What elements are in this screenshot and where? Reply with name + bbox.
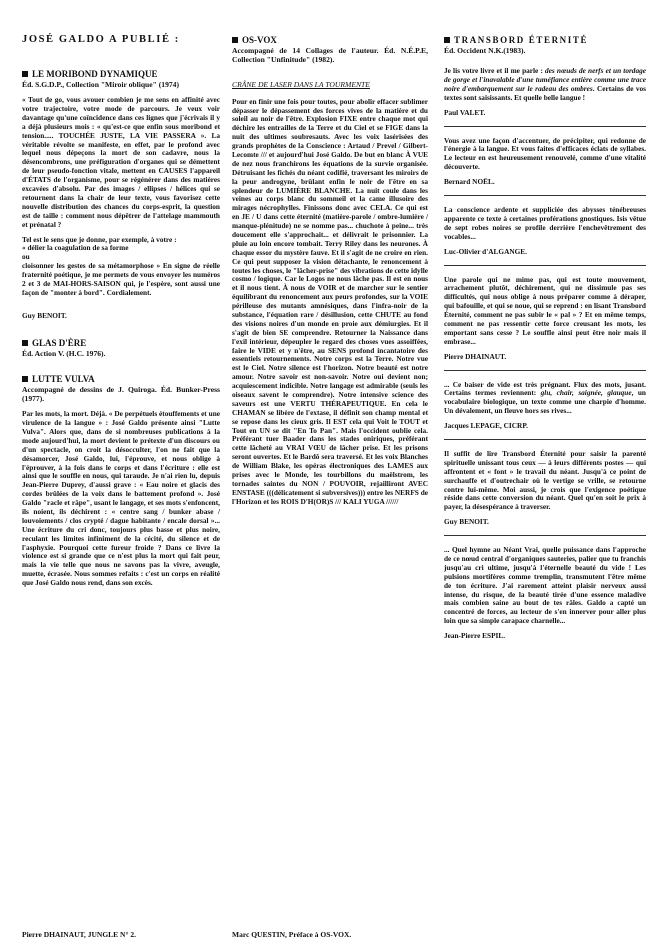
review-text: Tel est le sens que je donne, par exemple, à votre : <box>22 234 177 244</box>
review-text: ou <box>22 252 30 262</box>
signature: Paul VALET. <box>444 107 486 117</box>
divider <box>444 439 646 440</box>
article-headline: CRÂNE DE LASER DANS LA TOURMENTE <box>232 80 370 90</box>
section-heading <box>22 375 220 385</box>
section-subtitle: Éd. Occident N.K.(1983). <box>444 45 526 55</box>
quote-text: , un vocabulaire biologique, un texte comme une charpie d'homme. Un dévalement, un fleuve hors ses rives... <box>444 388 646 416</box>
quote-italic: glu, chair, saignée, glauque <box>540 388 632 398</box>
section-title: LUTTE VULVA <box>32 373 95 384</box>
square-bullet-icon <box>22 340 28 346</box>
quote <box>444 67 646 103</box>
section-heading <box>444 36 646 46</box>
quote-italic: des nœuds de nerfs et un tordage de gorge et l'inavalable d'une tuméfiance entière comme une trace noire d'embarquement sur le radeau des ombres <box>444 66 646 93</box>
signature: Guy BENOIT. <box>22 310 67 320</box>
quote: Une parole qui ne mime pas, qui est toute mouvement, arrachement plutôt, déchirement, qui ne dissimule pas ses difficultés, qui nous oblige à nous préparer comme à déraper, qui bafouille, et qui se noue, qui se reprend : en lisant Transbord Éternité, comment ne pas subir le « pal » ? Et en même temps, comment ne pas ressentir cette force creusant les mots, les emportant sans cesse ? Le souffle ainsi peut être noir mais il embrase... <box>444 274 646 346</box>
signature: Bernard NOËL. <box>444 177 495 187</box>
square-bullet-icon <box>444 37 450 43</box>
section-title: TRANSBORD ÉTERNITÉ <box>454 35 589 45</box>
review-text: Par les mots, la mort. Déjà. « De perpétuels étouffements et une virulence de la langue » : José Galdo présente ainsi "Lutte Vulva". Alors que, dans de si nombreuses publications à la mode aujourd'hui, la mort devient le prétexte d'un discours ou d'un spectacle, on croit la désocculter, l'on ne fait que la désamorcer, José Galdo, lui, l'éprouve, et nous oblige à l'éprouver, à la fois dans le corps et dans l'écriture : elle est ainsi que le souffle en nous, qui taraude. Je n'ai rien lu, depuis Jean-Pierre Duprey, d'aussi grave : « Eau noire et glacis des cordes brûlées de la voix dans le battement profond ». José Galdo "racle et râpe", usant le langage, et ses mots s'enfoncent, ils noient, ils déchirent : « centre sang / bunker abase / louvoiements / clos crypté / dague habitante / encale dorsal »... Une écriture du cri donc, toujours plus basse et plus noire, reculant les limites infiniment de la cécité, du silence et de l'asphyxie. Pourquoi cette fureur froide ? Dans ce livre la violence est si grande que ce n'est plus la mort qui fait peur, mais la vie telle que nous ne savons pas la vivre, aveugle, muette, écrasée. Nous sommes refaits : c'est un corps en réalité que José Galdo nous rend, dans son excès. <box>22 409 220 588</box>
section-heading <box>22 70 220 80</box>
signature: Luc-Olivier d'ALGANGE. <box>444 246 527 256</box>
section-subtitle: Accompagné de dessins de J. Quiroga. Éd. Bunker-Press (1977). <box>22 384 220 403</box>
signature: Jean-Pierre ESPIL. <box>444 631 506 641</box>
quote: Vous avez une façon d'accentuer, de précipiter, qui redonne de l'énergie à la langue. Et vous faites d'efficaces éclats de syllabes. Le lecteur en est heureusement renouvelé, comme d'une vitalité découverte. <box>444 135 646 172</box>
signature: Jacques LEPAGE, CICRP. <box>444 421 528 431</box>
square-bullet-icon <box>22 71 28 77</box>
square-bullet-icon <box>232 37 238 43</box>
signature: Pierre DHAINAUT. <box>444 351 507 361</box>
square-bullet-icon <box>22 376 28 382</box>
section-heading <box>22 339 220 349</box>
quote <box>444 381 646 417</box>
quote: ... Quel hymne au Néant Vrai, quelle puissance dans l'approche de ce nœud central d'organiques sauteries, palier que tu franchis jusqu'au cri ultime, jusqu'à l'éternelle beauté du vide ! Les pulsions mortifères comme tremplin, transmutent l'être même de ton écriture. J'ai rarement atteint plaisir nerveux aussi intense, du risque, de la beauté tirée d'une essence maladive mais combien saine au bout de tes râles. Galdo a capté un concentré de forces, au lecteur de s'en innerver pour aller plus loin que sa simple carapace charnelle... <box>444 545 646 626</box>
review-text: cloisonner les gestes de sa métamorphose » En signe de réelle fraternité poétique, je me permets de vous envoyer les numéros 2 et 3 de MAI-HORS-SAISON qui, je l'espère, sont aussi une façon de "monter à bord". Cordialement. <box>22 261 220 297</box>
quote-text: ... Ce baiser de vide est très prégnant. Flux des mots, jusant. Certains termes reviennent: <box>444 379 646 398</box>
section-heading <box>232 36 428 46</box>
section-subtitle: Éd. S.G.D.P., Collection "Miroir oblique" (1974) <box>22 79 180 89</box>
page-title: JOSÉ GALDO A PUBLIÉ : <box>22 34 180 45</box>
divider <box>444 126 646 127</box>
column-left <box>22 70 220 937</box>
quote-text: . Certains de vos textes sont saisissants. Et quelle belle langue ! <box>444 83 646 102</box>
divider <box>444 265 646 266</box>
quote: Il suffit de lire Transbord Éternité pour saisir la parenté spirituelle unissant tous ceux — à leurs différents postes — qui affrontent et « font » le travail du néant. Jusqu'à ce point de surchauffe et d'outrechair où le vertige se vrille, se retourne contre lui-même. Moi aussi, je crois que l'exigence poétique réside dans cette conversion du néant. Quel qu'en soit le prix à payer, la désespérance à traverser. <box>444 448 646 512</box>
divider <box>444 370 646 371</box>
article-body: Pour en finir une fois pour toutes, pour abolir effacer sublimer dépasser le dépassement des forces vives de la matière et du soleil au noir de l'être. Explosion FIXE entre chaque mot qui déchire les entrailles de la Terre et du Ciel et se FIGE dans la nuit des ultimes soubresauts. Avec les voix lasérisées des grands prophètes de la Conscience : Artaud / Prevel / Gilbert-Lecomte /// et aujourd'hui José Galdo. De but en blanc À VUE de nez nous franchirons les équations de la survie organisée. Détruisant les fichés du néant codifié, traversant les miroirs de la peur androgyne, brûlant enfin le noir de l'être en sa splendeur de LUMIÈRE BLANCHE. La nuit coule dans les veines au corps blanc du sommeil et la came illusoire des mirages nécrophylles. Finissons donc avec CELA. Ce qui est en JE / U dans cette éternité (matière-parole / ombre-lumière / manque-plénitude) ne se nomme pas... chuchote à peine... très doucement elle s'approchait... et délivrait le prisonnier. La pluie au loin encore tombait. Terry Riley dans les neurones. À chaque essor du mystère fauve. Et il s'agit de ne croire en rien. Ce qui peut supposer la vision détachante, le renoncement à toutes les choses, le "lâcher-prise" des vibrations de cette idylle cosmo / logique. Car le Logos ne nous lâche pas. Il est en nous et il nous tient. À nous de VOIR et de marcher sur le sentier équilibrant du renoncement aux peurs profondes, sur la VOIE périlleuse des mutants amnésiques, dans l'infra-noir de la substance, l'équation rare / désillusion, cette CHUTE au fond des visions noires d'un monde en proie aux démiurgies. Et il s'agit de bien SE comprendre. Retourner la Naissance dans l'exil intérieur, dépeupler le regard des choses vues assoiffées, faire le VIDE et y n'être, au SENS profond incantatoire des essentiels retournements. Notre corps est la Terre. Notre vue est le Ciel. Notre silence est l'horizon. Notre beauté est notre amour. Notre savoir est non-savoir. Notre oui devient non; acquiescement indicible. Notre langage est admirable (seuls les oiseaux savent le comprendre). Notre intensive science des saveurs est une VERTU THÉRAPEUTIQUE. En cela le CHAMAN se libère de l'extase, il définit son champ mental et se repose dans les cieux gris. Il EST cela qui Voit le TOUT et Tout en UN se dit "En To Pan". Mais l'occident oublie cela. Préférant tuer Baader dans les stades oniriques, préférant cette lâcheté au VRAI VŒU de lâcher prise. Et les prisons seront ouvertes. Et le Bardô sera traversé. Et les voix Blanches de William Blake, les opéras électroniques des LAMES aux prises avec le Monde, les tourbillons du maëlstrom, les tornades saintes du NON / POUVOIR, rejailliront AVEC ENSTASE (((délicatement si subversives))) entre les NERFS de l'Horizon et les ROIS D'H(OR)S /// KALI YUGA ////// <box>232 96 428 506</box>
section-subtitle: Éd. Action V. (H.C. 1976). <box>22 348 106 358</box>
quote: La conscience ardente et suppliciée des abysses ténébreuses apparente ce texte à certaines proférations gnostiques. Isis vêtue de sept robes noires se profile derrière l'enchevêtrement des vocables... <box>444 205 646 241</box>
review-text: « Tout de go, vous avouer combien je me sens en affinité avec votre trajectoire, votre mode de parcours. Je veux voir davantage qu'une coïncidence dans ces lignes que j'écrivais il y a déjà plusieurs mois : « qu'est-ce que enfin sous moribond et tension..... TOUCHÉE JUSTE, LA VIE PASSERA ». La véritable révolte se manifeste, en effet, par le profond avec lequel nous dépeçons la mort de son cadavre, nous la désencombrons, une préfiguration d'organes qui se démettent de leur pseudo-fonction vitale, mettent en CAUSES l'appareil d'ÉTATS de l'organisme, pour se régénérer dans des matières excavées d'absolu. Par des images / ellipses / hélices qui se retournent dans la chair de leur texte, vous favorisez cette nouvelle distribution des chances du corps-esprit, la question est de taille : comment nous dépêtrer de l'attelage mammouth et prénatal ? <box>22 95 220 229</box>
divider <box>444 195 646 196</box>
section-subtitle: Accompagné de 14 Collages de l'auteur. Éd. N.É.P.E, Collection "Unfinitude" (1982). <box>232 45 428 65</box>
footer-signature: Marc QUESTIN, Préface à OS-VOX. <box>232 930 352 939</box>
column-middle <box>232 36 428 937</box>
divider <box>444 535 646 536</box>
quote-text: Je lis votre livre et il me parle : <box>444 66 546 76</box>
section-title: OS-VOX <box>242 35 277 45</box>
footer-signature: Pierre DHAINAUT, JUNGLE N° 2. <box>22 930 136 939</box>
section-title: LE MORIBOND DYNAMIQUE <box>32 69 158 79</box>
signature: Guy BENOIT. <box>444 517 489 527</box>
review-text: « délier la coagulation de sa forme <box>22 243 129 253</box>
column-right <box>444 36 646 937</box>
section-title: GLAS D'ÈRE <box>32 337 87 348</box>
